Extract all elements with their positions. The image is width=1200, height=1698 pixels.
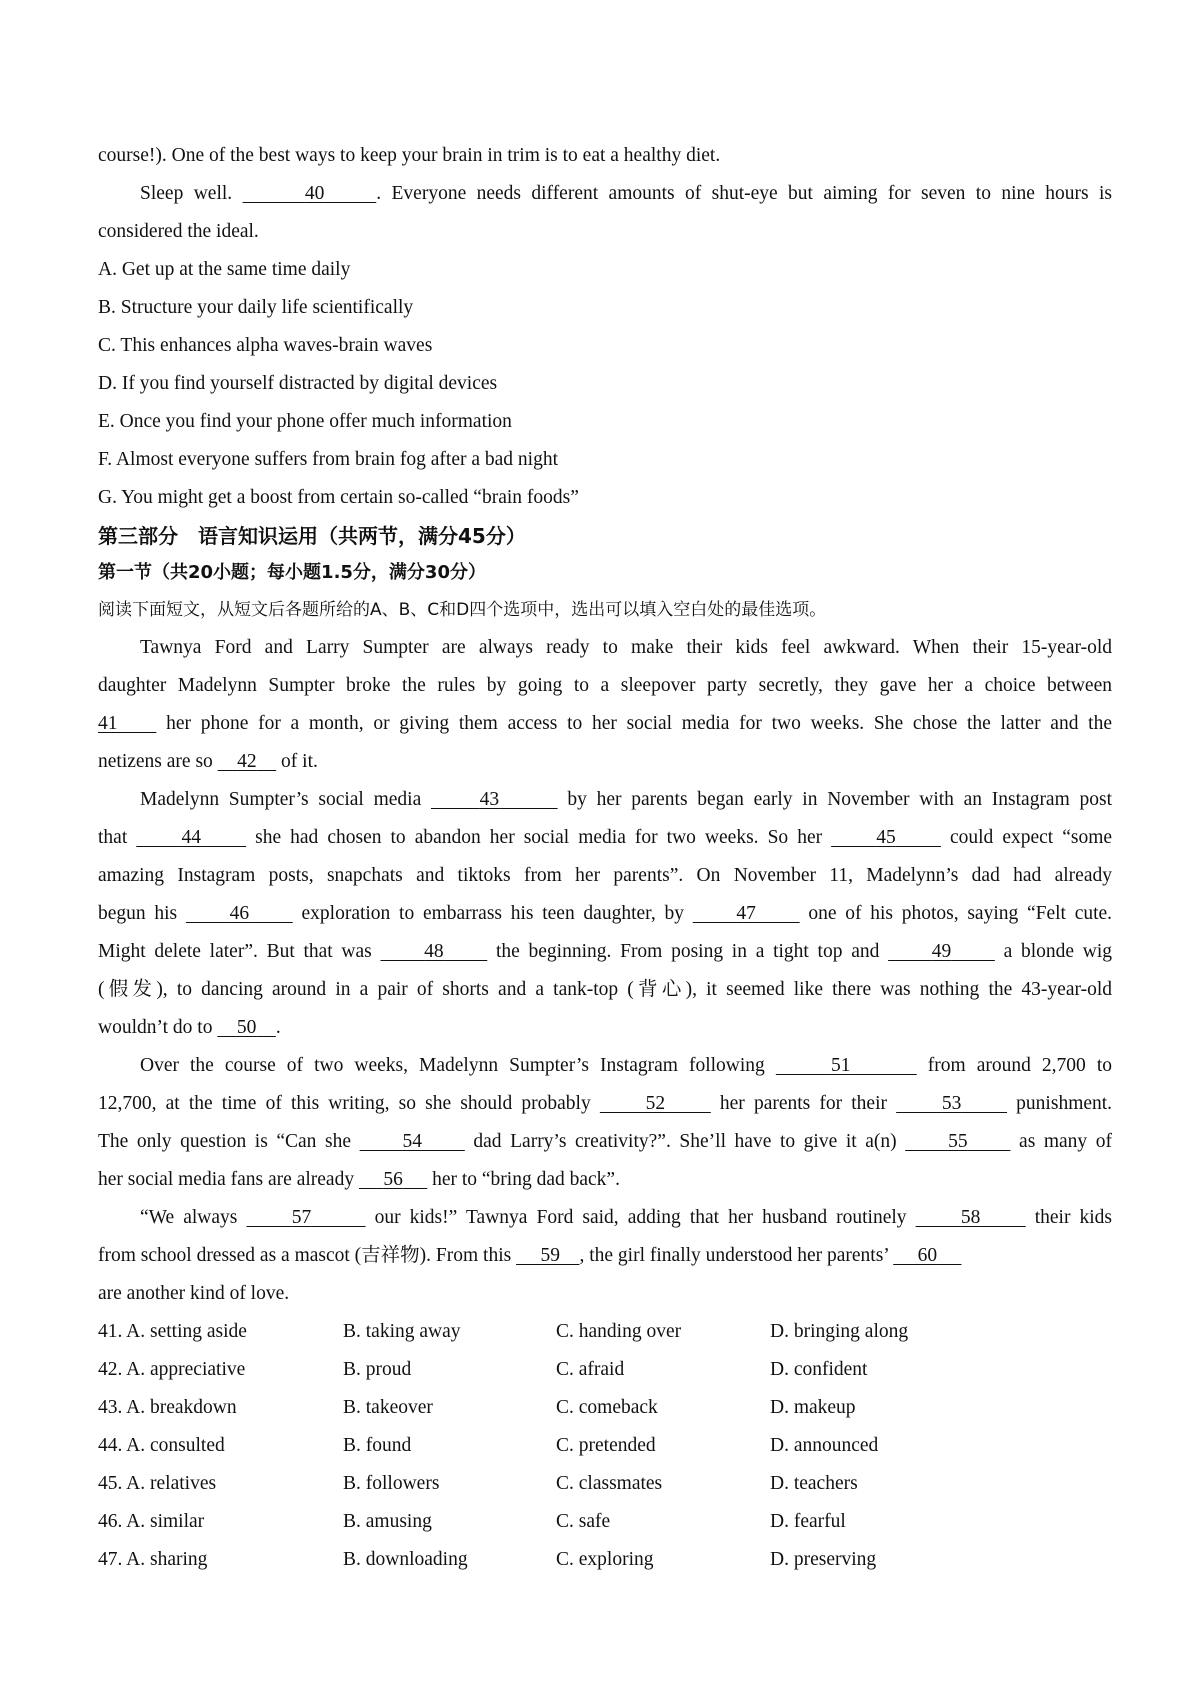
p2-line2 — [98, 819, 1112, 857]
question-45-option-b: B. followers — [343, 1473, 440, 1494]
text-segment: from school dressed as a mascot (吉祥物). From this — [98, 1245, 517, 1266]
blank-number: 46 — [229, 903, 250, 924]
question-45 — [98, 1465, 1112, 1503]
sleep-paragraph-line1 — [98, 175, 1112, 213]
option-e: E. Once you find your phone offer much information — [98, 411, 512, 432]
exam-page — [98, 137, 1112, 1579]
text-segment: dad Larry’s creativity?”. She’ll have to give it a(n) — [464, 1131, 906, 1152]
text-segment: her phone for a month, or giving them access to her social media for two weeks. She chose the latter and the — [156, 713, 1112, 734]
blank-48 — [380, 941, 487, 962]
question-41-option-c: C. handing over — [556, 1321, 682, 1342]
blank-55 — [905, 1131, 1010, 1152]
p2-line6: (假发), to dancing around in a pair of shorts and a tank-top (背心), it seemed like there was nothing the 43-year-old — [98, 979, 1112, 1000]
question-47-option-d: D. preserving — [770, 1549, 877, 1570]
option-f: F. Almost everyone suffers from brain fog after a bad night — [98, 449, 559, 470]
p2-line5 — [98, 933, 1112, 971]
blank-number: 49 — [931, 941, 952, 962]
section1-title: 第一节（共20小题；每小题1.5分，满分30分） — [98, 562, 486, 583]
question-44-option-b: B. found — [343, 1435, 412, 1456]
text-segment: wouldn’t do to — [98, 1017, 218, 1038]
question-45-option-d: D. teachers — [770, 1473, 858, 1494]
part3-title: 第三部分 语言知识运用（共两节，满分45分） — [98, 524, 526, 548]
question-43 — [98, 1389, 1112, 1427]
p1-line2: daughter Madelynn Sumpter broke the rules by going to a sleepover party secretly, they gave her a choice between — [98, 675, 1112, 696]
passage-continuation: course!). One of the best ways to keep your brain in trim is to eat a healthy diet. — [98, 145, 721, 166]
blank-number: 41 — [98, 713, 118, 734]
text-segment: punishment. — [1007, 1093, 1112, 1114]
blank-45 — [831, 827, 941, 848]
question-43-option-a: 43. A. breakdown — [98, 1397, 237, 1418]
question-47-option-b: B. downloading — [343, 1549, 468, 1570]
question-41-option-d: D. bringing along — [770, 1321, 909, 1342]
text-segment: one of his photos, saying “Felt cute. — [799, 903, 1112, 924]
question-43-option-c: C. comeback — [556, 1397, 658, 1418]
blank-number: 56 — [383, 1169, 403, 1190]
question-42-option-d: D. confident — [770, 1359, 868, 1380]
text-segment: . Everyone needs different amounts of shut-eye but aiming for seven to nine hours is — [376, 183, 1112, 204]
blank-number: 54 — [402, 1131, 422, 1152]
option-g: G. You might get a boost from certain so-called “brain foods” — [98, 487, 579, 508]
question-44 — [98, 1427, 1112, 1465]
text-segment: . — [275, 1017, 281, 1038]
question-44-option-c: C. pretended — [556, 1435, 656, 1456]
question-42-option-a: 42. A. appreciative — [98, 1359, 246, 1380]
blank-number: 51 — [831, 1055, 851, 1076]
question-43-option-d: D. makeup — [770, 1397, 856, 1418]
question-47 — [98, 1541, 1112, 1579]
blank-number: 60 — [917, 1245, 938, 1266]
question-42 — [98, 1351, 1112, 1389]
blank-56 — [359, 1169, 427, 1190]
text-segment: she had chosen to abandon her social media for two weeks. So her — [246, 827, 832, 848]
p3-line4 — [98, 1161, 1112, 1199]
question-46-option-d: D. fearful — [770, 1511, 846, 1532]
question-44-option-d: D. announced — [770, 1435, 879, 1456]
blank-51 — [776, 1055, 917, 1076]
text-segment: , the girl finally understood her parents’ — [579, 1245, 894, 1266]
blank-number: 48 — [424, 941, 444, 962]
text-segment: Madelynn Sumpter’s social media — [140, 789, 431, 810]
text-segment: exploration to embarrass his teen daughter, by — [292, 903, 693, 924]
p2-line1 — [98, 781, 1112, 819]
blank-47 — [693, 903, 800, 924]
text-segment: a blonde wig — [994, 941, 1112, 962]
question-47-option-a: 47. A. sharing — [98, 1549, 208, 1570]
blank-59 — [516, 1245, 579, 1266]
option-c: C. This enhances alpha waves-brain waves — [98, 335, 433, 356]
blank-number: 55 — [948, 1131, 968, 1152]
blank-49 — [888, 941, 995, 962]
question-41-option-b: B. taking away — [343, 1321, 461, 1342]
p3-line3 — [98, 1123, 1112, 1161]
blank-52 — [600, 1093, 711, 1114]
blank-number: 47 — [736, 903, 756, 924]
text-segment: 12,700, at the time of this writing, so she should probably — [98, 1093, 600, 1114]
blank-40 — [243, 183, 377, 204]
text-segment: her social media fans are already — [98, 1169, 359, 1190]
blank-number: 43 — [479, 789, 500, 810]
text-segment: as many of — [1010, 1131, 1112, 1152]
text-segment: “We always — [140, 1207, 247, 1228]
p3-line1 — [98, 1047, 1112, 1085]
question-44-option-a: 44. A. consulted — [98, 1435, 225, 1456]
blank-number: 53 — [941, 1093, 962, 1114]
p4-line1 — [98, 1199, 1112, 1237]
p1-line1: Tawnya Ford and Larry Sumpter are always ready to make their kids feel awkward. When their 15-year-old — [140, 637, 1112, 658]
text-segment: by her parents began early in November with an Instagram post — [557, 789, 1112, 810]
blank-54 — [360, 1131, 465, 1152]
question-46 — [98, 1503, 1112, 1541]
instruction: 阅读下面短文，从短文后各题所给的A、B、C和D四个选项中，选出可以填入空白处的最佳选项。 — [98, 600, 827, 620]
text-segment: Over the course of two weeks, Madelynn Sumpter’s Instagram following — [140, 1055, 776, 1076]
text-segment: her to “bring dad back”. — [427, 1169, 620, 1190]
text-segment: from around 2,700 to — [916, 1055, 1112, 1076]
question-45-option-c: C. classmates — [556, 1473, 663, 1494]
p1-line4 — [98, 743, 1112, 781]
question-41 — [98, 1313, 1112, 1351]
blank-number: 52 — [645, 1093, 666, 1114]
option-b: B. Structure your daily life scientifically — [98, 297, 414, 318]
option-a: A. Get up at the same time daily — [98, 259, 351, 280]
blank-number: 50 — [236, 1017, 257, 1038]
text-segment: that — [98, 827, 137, 848]
text-segment: the beginning. From posing in a tight top and — [487, 941, 889, 962]
blank-46 — [186, 903, 293, 924]
blank-number: 45 — [876, 827, 896, 848]
question-46-option-a: 46. A. similar — [98, 1511, 205, 1532]
blank-41 — [98, 713, 156, 734]
blank-53 — [896, 1093, 1007, 1114]
blank-number: 58 — [960, 1207, 981, 1228]
blank-42 — [218, 751, 277, 772]
blank-58 — [916, 1207, 1026, 1228]
question-43-option-b: B. takeover — [343, 1397, 433, 1418]
text-segment: The only question is “Can she — [98, 1131, 360, 1152]
option-d: D. If you find yourself distracted by digital devices — [98, 373, 498, 394]
text-segment: netizens are so — [98, 751, 218, 772]
text-segment: Sleep well. — [140, 183, 243, 204]
blank-number: 44 — [181, 827, 201, 848]
question-42-option-b: B. proud — [343, 1359, 412, 1380]
blank-number: 42 — [237, 751, 257, 772]
blank-number: 59 — [540, 1245, 560, 1266]
text-segment: our kids!” Tawnya Ford said, adding that her husband routinely — [365, 1207, 916, 1228]
text-segment: their kids — [1025, 1207, 1112, 1228]
p2-line4 — [98, 895, 1112, 933]
sleep-paragraph-line2: considered the ideal. — [98, 221, 259, 242]
question-46-option-c: C. safe — [556, 1511, 611, 1532]
question-41-option-a: 41. A. setting aside — [98, 1321, 247, 1342]
text-segment: begun his — [98, 903, 186, 924]
blank-57 — [246, 1207, 365, 1228]
question-45-option-a: 45. A. relatives — [98, 1473, 217, 1494]
p2-line7 — [98, 1009, 1112, 1047]
p4-line2 — [98, 1237, 1112, 1275]
blank-50 — [217, 1017, 276, 1038]
text-segment: her parents for their — [710, 1093, 897, 1114]
question-47-option-c: C. exploring — [556, 1549, 654, 1570]
blank-number: 57 — [291, 1207, 312, 1228]
blank-44 — [136, 827, 246, 848]
question-46-option-b: B. amusing — [343, 1511, 432, 1532]
blank-43 — [431, 789, 558, 810]
p4-line3: are another kind of love. — [98, 1283, 290, 1304]
question-42-option-c: C. afraid — [556, 1359, 625, 1380]
blank-60 — [893, 1245, 961, 1266]
blank-number: 40 — [304, 183, 325, 204]
p2-line3: amazing Instagram posts, snapchats and tiktoks from her parents”. On November 11, Madelynn’s dad had already — [98, 865, 1112, 886]
p1-line3 — [98, 705, 1112, 743]
text-segment: of it. — [276, 751, 318, 772]
text-segment: Might delete later”. But that was — [98, 941, 381, 962]
text-segment: could expect “some — [940, 827, 1112, 848]
p3-line2 — [98, 1085, 1112, 1123]
